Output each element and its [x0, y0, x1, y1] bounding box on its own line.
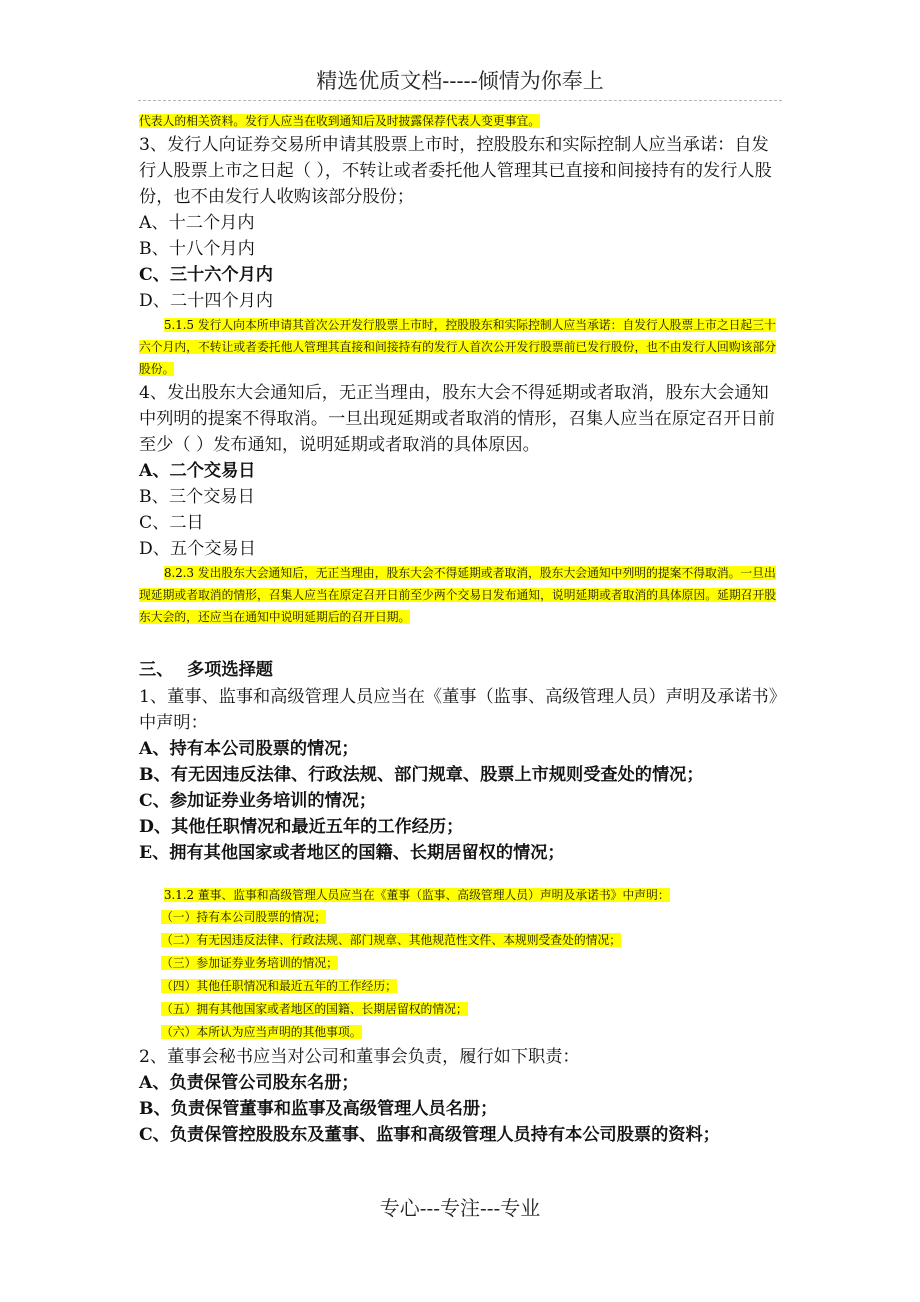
option-c: C、负责保管控股股东及董事、监事和高级管理人员持有本公司股票的资料；	[139, 1125, 720, 1145]
spacer	[139, 866, 782, 884]
option-a-answer: A、二个交易日	[139, 461, 256, 481]
question-3-options	[139, 210, 782, 314]
highlighted-text: （二）有无因违反法律、行政法规、部门规章、其他规范性文件、本规则受查处的情况；	[161, 933, 622, 947]
multi-question-1-stem: 1、董事、监事和高级管理人员应当在《董事（监事、高级管理人员）声明及承诺书》中声明：	[139, 687, 778, 733]
option-b: B、有无因违反法律、行政法规、部门规章、股票上市规则受查处的情况；	[139, 765, 704, 785]
option-a: A、负责保管公司股东名册；	[139, 1073, 359, 1093]
highlighted-text: （四）其他任职情况和最近五年的工作经历；	[161, 979, 397, 993]
note-item	[161, 952, 782, 975]
page-header: 精选优质文档-----倾情为你奉上	[138, 66, 782, 101]
question-3-stem: 3、发行人向证券交易所申请其股票上市时，控股股东和实际控制人应当承诺：自发行人股票上市之日起（ ），不转让或者委托他人管理其已直接和间接持有的发行人股份，也不由发行人收购该部分股份；	[139, 135, 772, 207]
question-4-options	[139, 458, 782, 562]
highlighted-text: 3.1.2 董事、监事和高级管理人员应当在《董事（监事、高级管理人员）声明及承诺书》中声明：	[164, 888, 670, 902]
note-item	[161, 975, 782, 998]
option-b: B、负责保管董事和监事及高级管理人员名册；	[139, 1099, 498, 1119]
option-c: C、参加证券业务培训的情况；	[139, 791, 377, 811]
question-4-stem: 4、发出股东大会通知后，无正当理由，股东大会不得延期或者取消，股东大会通知中列明的提案不得取消。一旦出现延期或者取消的情形，召集人应当在原定召开日前至少（ ）发布通知，说明延期或者取消的具体原因。	[139, 383, 775, 455]
highlighted-text: 5.1.5 发行人向本所申请其首次公开发行股票上市时，控股股东和实际控制人应当承诺：自发行人股票上市之日起三十六个月内，不转让或者委托他人管理其直接和间接持有的发行人首次公开发行股票前已发行股份，也不由发行人回购该部分股份。	[139, 318, 777, 376]
section-heading	[139, 656, 782, 684]
option-a: A、十二个月内	[139, 213, 255, 233]
multi-question-2-stem: 2、董事会秘书应当对公司和董事会负责，履行如下职责：	[139, 1047, 580, 1067]
multi-question-1-options	[139, 736, 782, 866]
option-b: B、十八个月内	[139, 239, 255, 259]
option-b: B、三个交易日	[139, 487, 255, 507]
option-d: D、五个交易日	[139, 539, 256, 559]
highlighted-text: （一）持有本公司股票的情况；	[161, 910, 327, 924]
note-item	[161, 1021, 782, 1044]
top-note	[139, 110, 782, 132]
option-c-answer: C、三十六个月内	[139, 265, 273, 285]
note-item	[161, 929, 782, 952]
page-footer: 专心---专注---专业	[379, 1196, 541, 1220]
highlighted-text: 8.2.3 发出股东大会通知后，无正当理由，股东大会不得延期或者取消，股东大会通知中列明的提案不得取消。一旦出现延期或者取消的情形，召集人应当在原定召开日前至少两个交易日发布通知，说明延期或者取消的具体原因。延期召开股东大会的，还应当在通知中说明延期后的召开日期。	[139, 566, 777, 624]
question-3-note	[139, 314, 782, 380]
note-item	[161, 906, 782, 929]
multi-question-1-note-items	[139, 906, 782, 1044]
option-c: C、二日	[139, 513, 204, 533]
option-d: D、其他任职情况和最近五年的工作经历；	[139, 817, 464, 837]
highlighted-text: （六）本所认为应当声明的其他事项。	[161, 1025, 362, 1039]
multi-question-1-note-title	[139, 884, 782, 906]
highlighted-text: （三）参加证券业务培训的情况；	[161, 956, 338, 970]
highlighted-text: 代表人的相关资料。发行人应当在收到通知后及时披露保荐代表人变更事宜。	[139, 114, 541, 128]
section-number: 三、	[139, 660, 174, 680]
note-item	[161, 998, 782, 1021]
highlighted-text: （五）拥有其他国家或者地区的国籍、长期居留权的情况；	[161, 1002, 468, 1016]
multi-question-2-options	[139, 1070, 782, 1148]
section-title: 多项选择题	[187, 660, 273, 680]
option-e: E、拥有其他国家或者地区的国籍、长期居留权的情况；	[139, 843, 565, 863]
spacer	[139, 628, 782, 656]
question-4-note	[139, 562, 782, 628]
option-d: D、二十四个月内	[139, 291, 274, 311]
option-a: A、持有本公司股票的情况；	[139, 739, 359, 759]
page-content	[139, 110, 782, 1148]
